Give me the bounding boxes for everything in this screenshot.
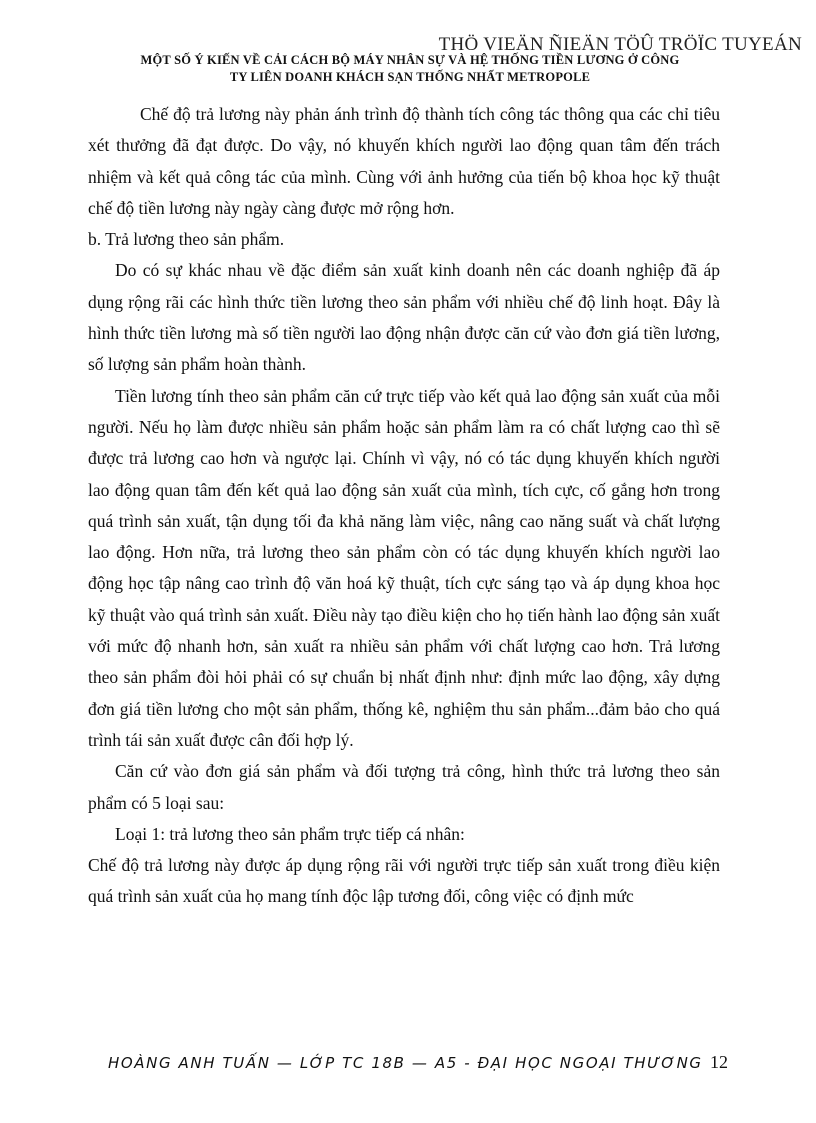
watermark-text: THÖ VIEÄN ÑIEÄN TÖÛ TRÖÏC TUYEÁN — [438, 34, 802, 55]
paragraph-3: Tiền lương tính theo sản phẩm căn cứ trực tiếp vào kết quả lao động sản xuất của mỗi người. Nếu họ làm được nhiều sản phẩm hoặc sản phẩm làm ra có chất lượng cao thì sẽ được trả lương cao hơn và ngược lại. Chính vì vậy, nó có tác dụng khuyến khích người lao động quan tâm đến kết quả lao động sản xuất của mình, tích cực, cố gắng hơn trong quá trình sản xuất, tận dụng tối đa khả năng làm việc, nâng cao năng suất và chất lượng lao động. Hơn nữa, trả lương theo sản phẩm còn có tác dụng khuyến khích người lao động học tập nâng cao trình độ văn hoá kỹ thuật, tích cực sáng tạo và áp dụng khoa học kỹ thuật vào quá trình sản xuất. Điều này tạo điều kiện cho họ tiến hành lao động sản xuất với mức độ nhanh hơn, sản xuất ra nhiều sản phẩm với chất lượng cao hơn. Trả lương theo sản phẩm đòi hỏi phải có sự chuẩn bị nhất định như: định mức lao động, xây dựng đơn giá tiền lương cho một sản phẩm, thống kê, nghiệm thu sản phẩm...đảm bảo cho quá trình tái sản xuất được cân đối hợp lý. — [88, 385, 720, 750]
page-footer — [108, 1052, 728, 1076]
header-line-2: TY LIÊN DOANH KHÁCH SẠN THỐNG NHẤT METROPOLE — [229, 70, 591, 84]
footer-author: HOÀNG ANH TUẤN — LỚP TC 18B — A5 - ĐẠI HỌC NGOẠI THƯƠNG — [108, 1054, 703, 1072]
document-header — [80, 52, 740, 86]
paragraph-6: Chế độ trả lương này được áp dụng rộng rãi với người trực tiếp sản xuất trong điều kiện quá trình sản xuất của họ mang tính độc lập tương đối, công việc có định mức — [88, 855, 720, 907]
paragraph-1: Chế độ trả lương này phản ánh trình độ thành tích công tác thông qua các chỉ tiêu xét thưởng đã đạt được. Do vậy, nó khuyến khích người lao động quan tâm đến trách nhiệm và kết quả công tác của mình. Cùng với ảnh hưởng của tiến bộ khoa học kỹ thuật chế độ tiền lương này ngày càng được mở rộng hơn. — [88, 104, 720, 218]
header-line-1: MỘT SỐ Ý KIẾN VỀ CẢI CÁCH BỘ MÁY NHÂN SỰ VÀ HỆ THỐNG TIỀN LƯƠNG Ở CÔNG — [140, 53, 680, 67]
paragraph-2: Do có sự khác nhau về đặc điểm sản xuất kinh doanh nên các doanh nghiệp đã áp dụng rộng rãi các hình thức tiền lương theo sản phẩm với nhiều chế độ linh hoạt. Đây là hình thức tiền lương mà số tiền người lao động nhận được căn cứ vào đơn giá tiền lương, số lượng sản phẩm hoàn thành. — [88, 260, 720, 375]
page-number: 12 — [710, 1052, 728, 1072]
paragraph-4: Căn cứ vào đơn giá sản phẩm và đối tượng trả công, hình thức trả lương theo sản phẩm có 5 loại sau: — [88, 761, 720, 813]
section-heading-b: b. Trả lương theo sản phẩm. — [88, 229, 285, 250]
paragraph-5: Loại 1: trả lương theo sản phẩm trực tiếp cá nhân: — [115, 823, 465, 844]
document-body — [88, 99, 720, 913]
